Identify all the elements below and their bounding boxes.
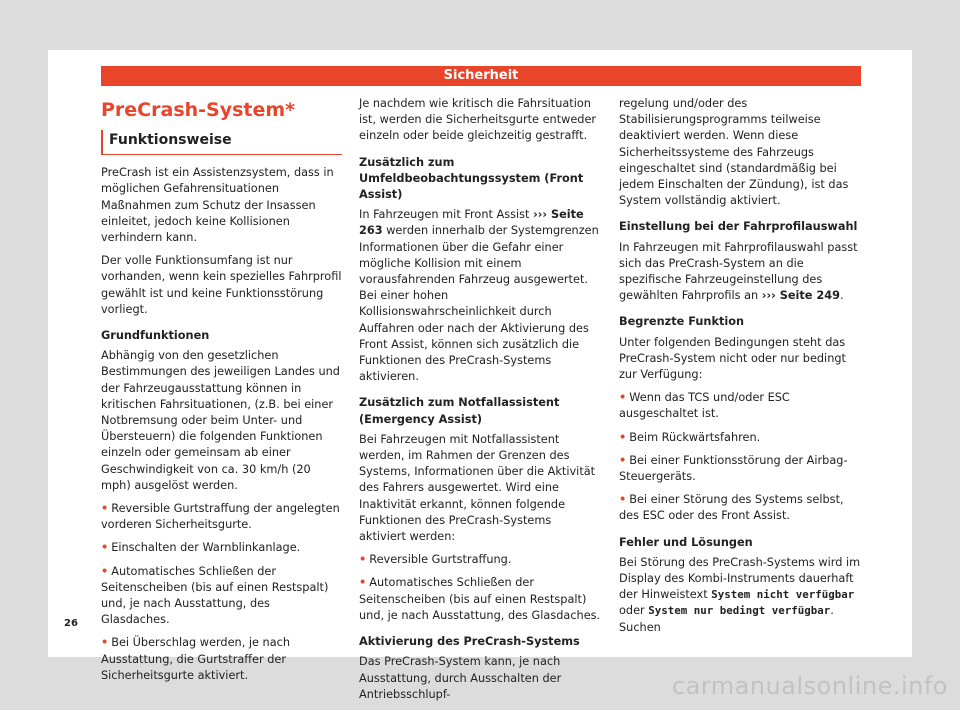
paragraph: Das PreCrash-System kann, je nach Ausstattung, durch Ausschalten der Antriebsschlupf- xyxy=(359,655,562,701)
bullet-icon: • xyxy=(359,553,367,567)
paragraph: Abhängig von den gesetzlichen Bestimmungen des jeweiligen Landes und der Fahrzeugausstattung können in kritischen Fahrsituationen, (z.B. bei einer Notbremsung oder beim Unter- und Übersteuern) die folgenden Funktionen einzeln oder gemeinsam ab einer Geschwindigkeit von ca. 30 km/h (20 mph) ausgelöst werden. xyxy=(101,349,340,492)
list-item: • Beim Rückwärtsfahren. xyxy=(619,430,761,444)
list-item: • Automatisches Schließen der Seitenscheiben (bis auf einen Restspalt) und, je nach Ausstattung, des Glasdaches. xyxy=(359,576,601,622)
watermark-logo: carmanualsonline.info xyxy=(671,672,948,700)
subheading: Grundfunktionen xyxy=(101,329,210,343)
paragraph: In Fahrzeugen mit Fahrprofilauswahl passt sich das PreCrash-System an die spezifische Fahrzeugeinstellung des gewählten Fahrprofils an ››› Seite 249. xyxy=(619,240,858,303)
bullet-icon: • xyxy=(101,564,109,578)
chapter-header: Sicherheit xyxy=(101,66,861,86)
list-item: • Wenn das TCS und/oder ESC ausgeschaltet ist. xyxy=(619,391,790,421)
page-number: 26 xyxy=(64,618,78,629)
subheading: Fehler und Lösungen xyxy=(619,535,753,549)
page-title: PreCrash-System* xyxy=(101,99,296,121)
paragraph: Bei Störung des PreCrash-Systems wird im Display des Kombi-Instruments dauerhaft der Hinweistext System nicht verfügbar oder System nur bedingt verfügbar. Suchen xyxy=(619,555,861,634)
paragraph: Bei Fahrzeugen mit Notfallassistent werden, im Rahmen der Grenzen des Systems, Informationen über die Aktivität des Fahrers ausgewertet. Wird eine Inaktivität erkannt, können folgende Funktionen des PreCrash-Systems aktiviert werden: xyxy=(359,432,596,544)
bullet-icon: • xyxy=(101,636,109,650)
bullet-icon: • xyxy=(619,391,627,405)
list-item: • Reversible Gurtstraffung. xyxy=(359,553,512,567)
bullet-icon: • xyxy=(619,430,627,444)
subheading: Einstellung bei der Fahrprofilauswahl xyxy=(619,220,858,234)
section-heading: Funktionsweise xyxy=(101,130,342,155)
page-reference-link[interactable]: ››› Seite 263 xyxy=(359,208,584,238)
bullet-icon: • xyxy=(619,453,627,467)
column-1 xyxy=(101,96,342,691)
page-reference-link[interactable]: ››› Seite 249 xyxy=(761,289,840,303)
paragraph: regelung und/oder des Stabilisierungsprogramms teilweise deaktiviert werden. Wenn diese Sicherheitssysteme des Fahrzeugs eingeschaltet sind (standardmäßig bei jedem Einschalten der Zündung), ist das System vollständig aktiviert. xyxy=(619,97,849,208)
paragraph: Der volle Funktionsumfang ist nur vorhanden, wenn kein spezielles Fahrprofil gewählt ist und keine Funktionsstörung vorliegt. xyxy=(101,254,342,316)
paragraph: Unter folgenden Bedingungen steht das PreCrash-System nicht oder nur bedingt zur Verfügung: xyxy=(619,335,846,382)
subheading: Zusätzlich zum Umfeldbeobachtungssystem (Front Assist) xyxy=(359,155,584,202)
paragraph: In Fahrzeugen mit Front Assist ››› Seite 263 werden innerhalb der Systemgrenzen Informationen über die Gefahr einer mögliche Kollision mit einem vorausfahrenden Fahrzeug ausgewertet. Bei einer hohen Kollisionswahrscheinlichkeit durch Auffahren oder nach der Aktivierung des Front Assist, können sich zusätzlich die Funktionen des PreCrash-Systems aktivieren. xyxy=(359,208,599,384)
bullet-icon: • xyxy=(359,576,367,590)
list-item: • Bei einer Funktionsstörung der Airbag-Steuergeräts. xyxy=(619,453,848,484)
column-3 xyxy=(619,96,861,643)
subheading: Aktivierung des PreCrash-Systems xyxy=(359,635,580,649)
subheading: Zusätzlich zum Notfallassistent (Emergency Assist) xyxy=(359,396,560,426)
list-item: • Bei einer Störung des Systems selbst, des ESC oder des Front Assist. xyxy=(619,493,844,523)
list-item: • Reversible Gurtstraffung der angelegten vorderen Sicherheitsgurte. xyxy=(101,502,340,532)
subheading: Begrenzte Funktion xyxy=(619,315,745,329)
bullet-icon: • xyxy=(101,541,109,555)
list-item: • Automatisches Schließen der Seitenscheiben (bis auf einen Restspalt) und, je nach Ausstattung, des Glasdaches. xyxy=(101,564,329,627)
list-item: • Bei Überschlag werden, je nach Ausstattung, die Gurtstraffer der Sicherheitsgurte aktiviert. xyxy=(101,636,291,682)
paragraph: PreCrash ist ein Assistenzsystem, dass in möglichen Gefahrensituationen Maßnahmen zum Schutz der Insassen einleitet, jedoch keine Kollisionen verhindern kann. xyxy=(101,166,334,245)
display-message: System nicht verfügbar xyxy=(711,588,855,602)
paragraph: Je nachdem wie kritisch die Fahrsituation ist, werden die Sicherheitsgurte entweder einzeln oder beide gleichzeitig gestrafft. xyxy=(359,97,597,143)
column-2 xyxy=(359,96,601,710)
display-message: System nur bedingt verfügbar xyxy=(648,604,831,618)
list-item: • Einschalten der Warnblinkanlage. xyxy=(101,541,301,555)
bullet-icon: • xyxy=(619,493,627,507)
bullet-icon: • xyxy=(101,502,109,516)
